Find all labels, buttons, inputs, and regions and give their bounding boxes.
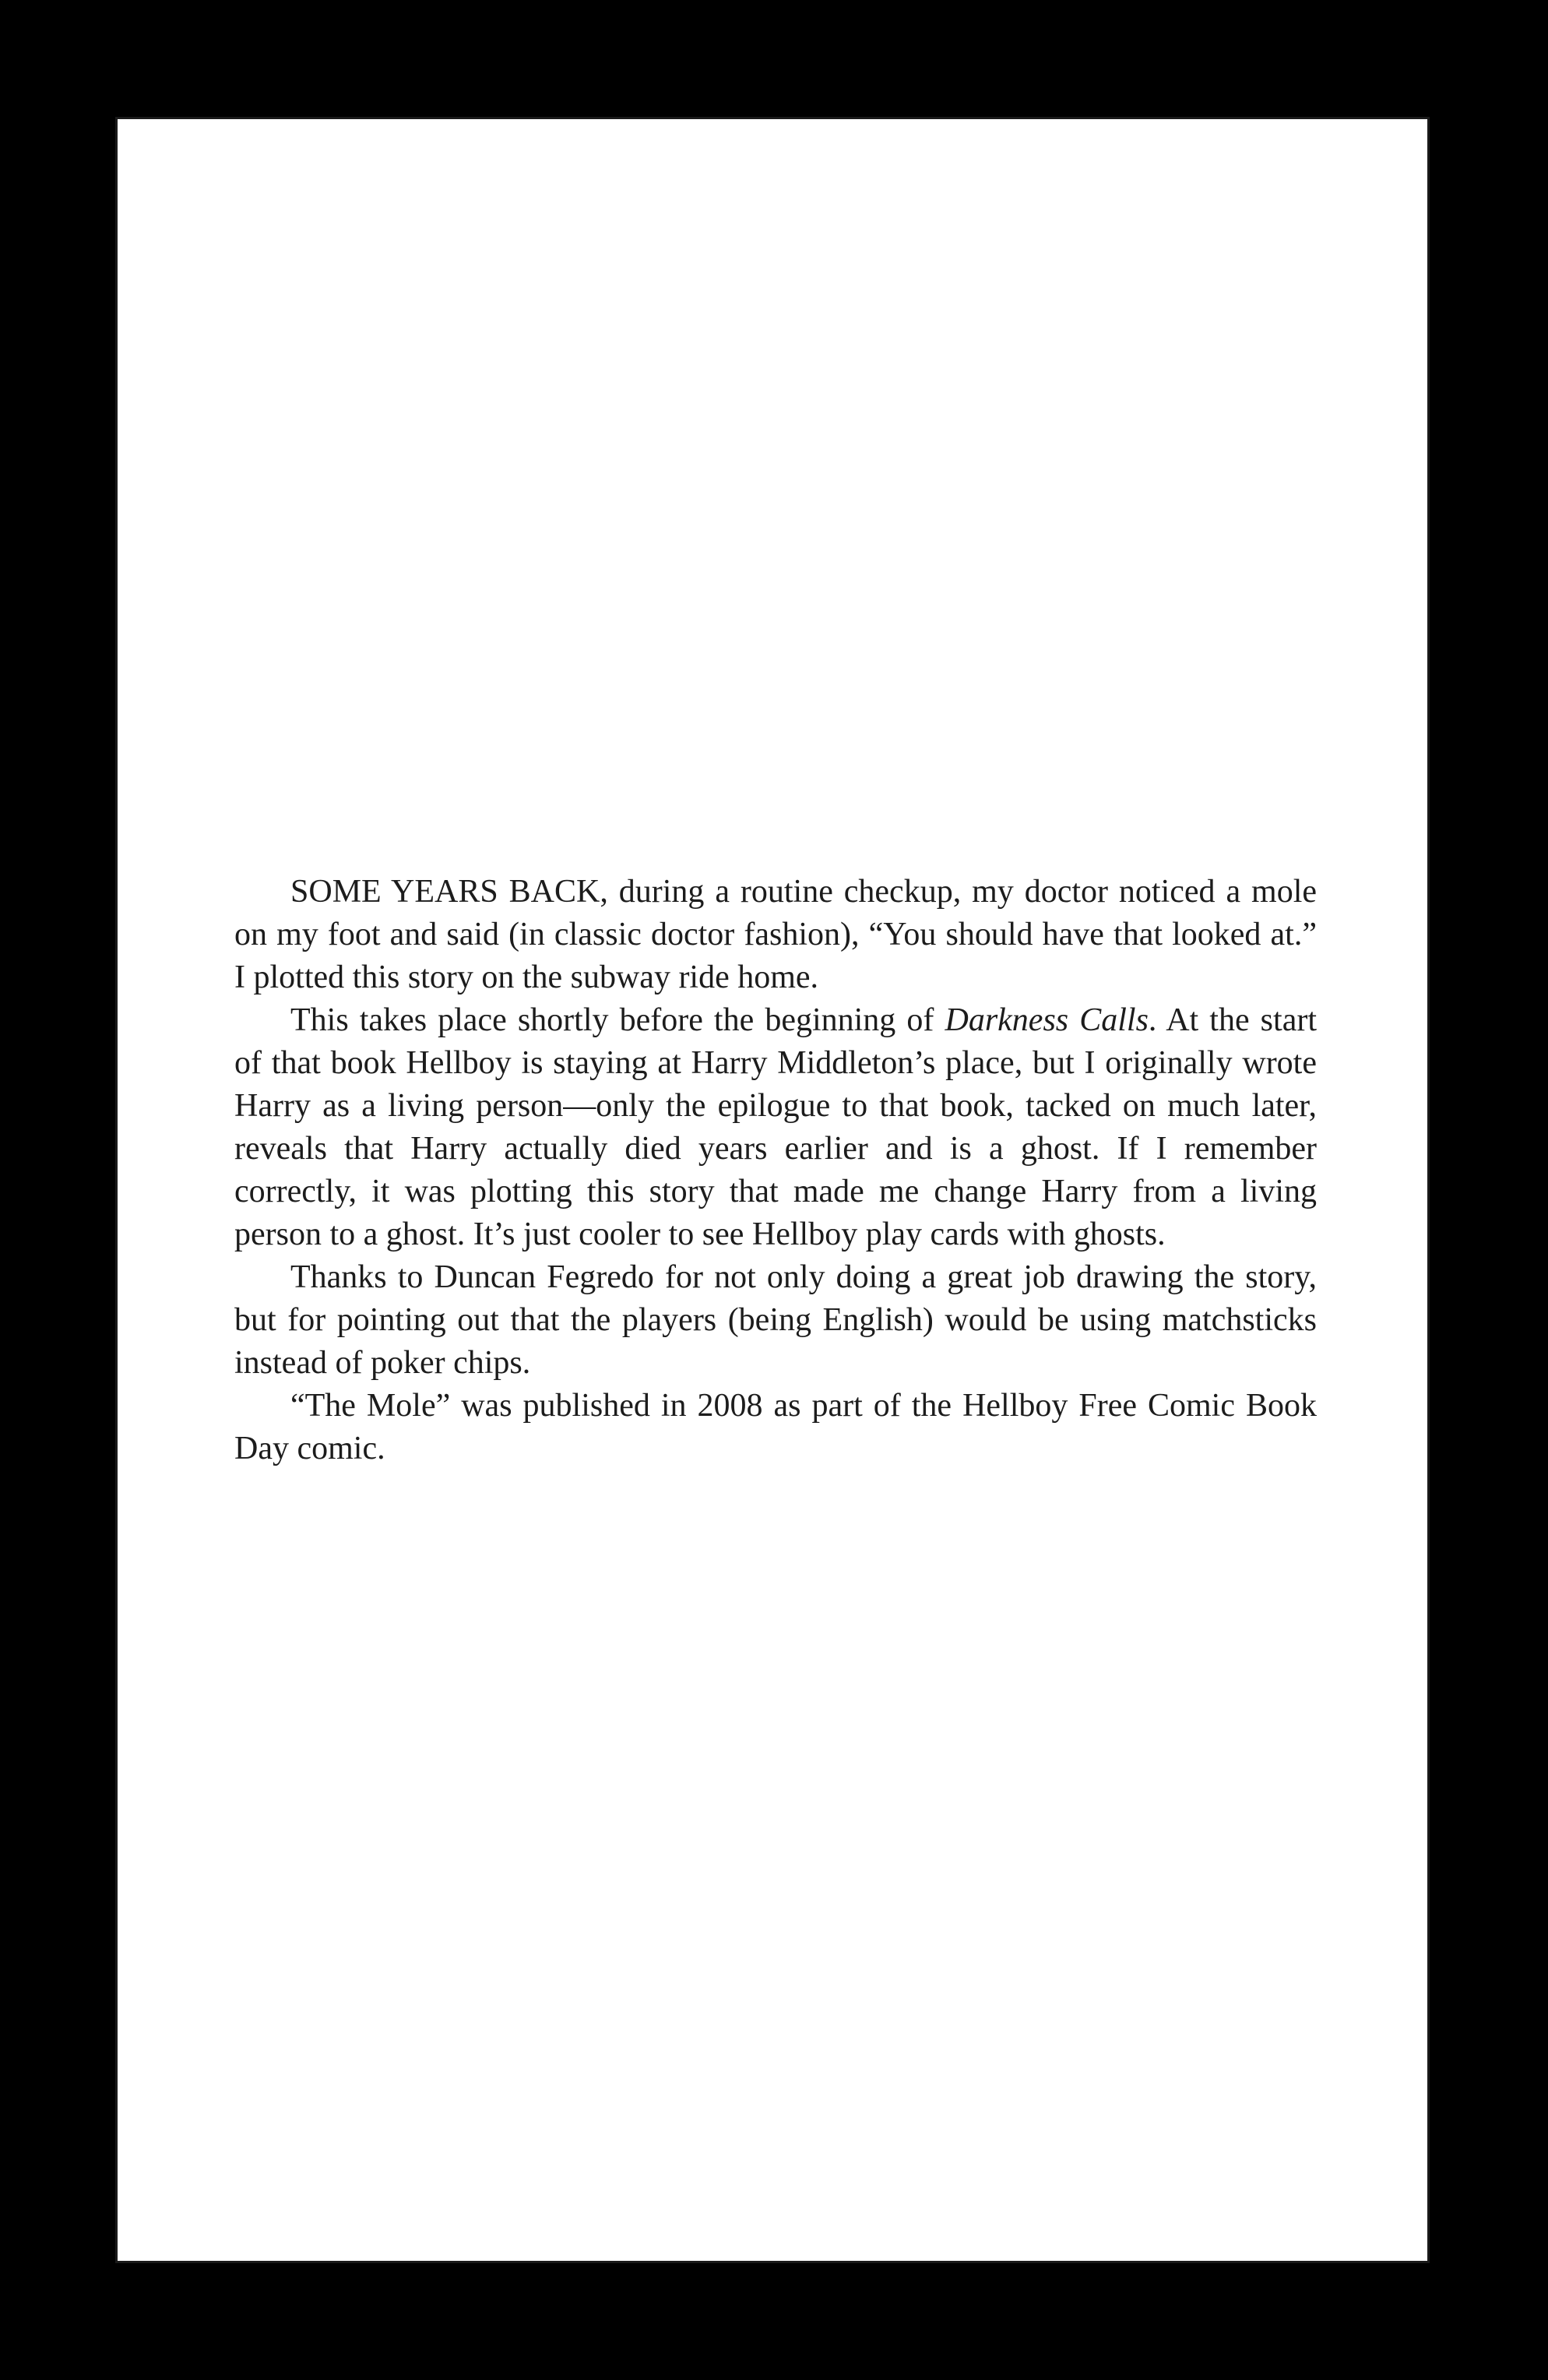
paragraph-3-text: Thanks to Duncan Fegredo for not only doing a great job drawing the story, but for pointing out that the players (being English) would be using matchsticks instead of poker chips. — [234, 1259, 1317, 1381]
paragraph-3 — [234, 1256, 1317, 1385]
paragraph-4 — [234, 1385, 1317, 1470]
paragraph-2-before: This takes place shortly before the beginning of — [290, 1002, 945, 1038]
book-page — [115, 117, 1430, 2263]
afterword-text — [234, 871, 1317, 1470]
paragraph-1-text: SOME YEARS BACK, during a routine checkup, my doctor noticed a mole on my foot and said (in classic doctor fashion), “You should have that looked at.” I plotted this story on the subway ride home. — [234, 874, 1317, 995]
paragraph-2-after: . At the start of that book Hellboy is staying at Harry Middleton’s place, but I originally wrote Harry as a living person—only the epilogue to that book, tacked on much later, reveals that Harry actually died years earlier and is a ghost. If I remember correctly, it was plotting this story that made me change Harry from a living person to a ghost. It’s just cooler to see Hellboy play cards with ghosts. — [234, 1002, 1317, 1252]
paragraph-4-text: “The Mole” was published in 2008 as part of the Hellboy Free Comic Book Day comic. — [234, 1388, 1317, 1466]
book-title-darkness-calls: Darkness Calls — [945, 1002, 1149, 1038]
paragraph-2 — [234, 999, 1317, 1256]
paragraph-1 — [234, 871, 1317, 999]
